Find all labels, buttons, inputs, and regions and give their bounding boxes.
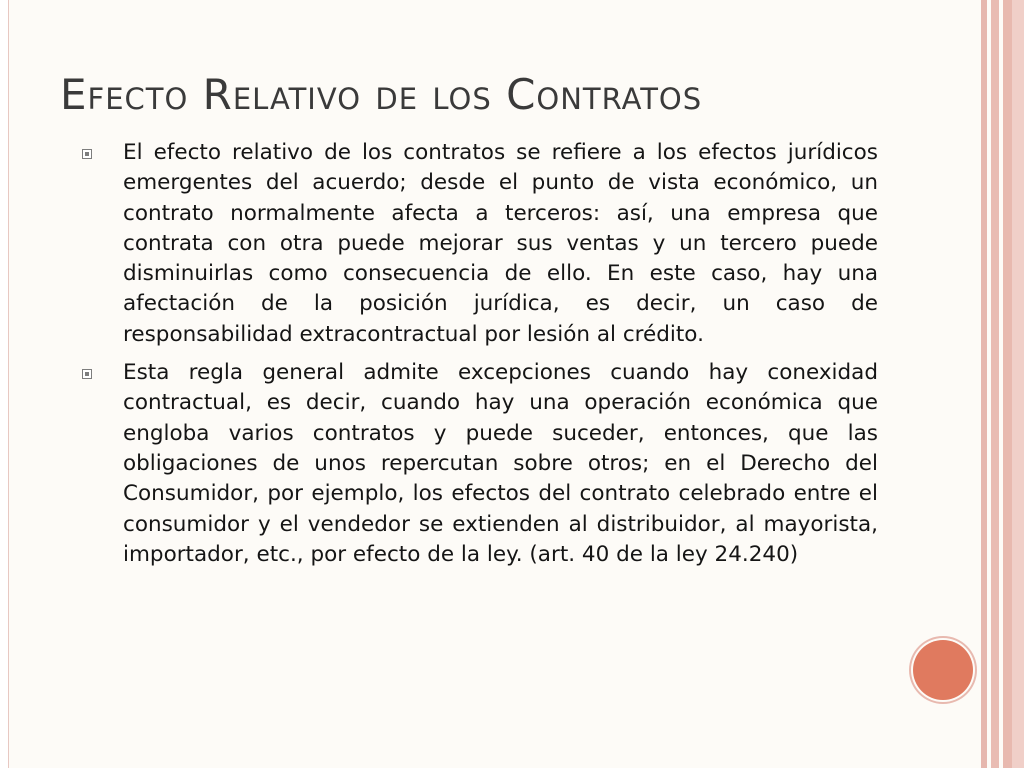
decorative-stripe — [1003, 0, 1012, 768]
square-bullet-icon — [82, 369, 92, 379]
decorative-stripe — [991, 0, 999, 768]
bullet-list — [78, 138, 878, 578]
bullet-item — [78, 138, 878, 350]
bullet-text: El efecto relativo de los contratos se refiere a los efectos jurídicos emergentes del acuerdo; desde el punto de vista económico, un contrato normalmente afecta a terceros: así, una empresa que contrata con otra puede mejorar sus ventas y un tercero puede disminuirlas como consecuencia de ello. En este caso, hay una afectación de la posición jurídica, es decir, un caso de responsabilidad extracontractual por lesión al crédito. — [123, 140, 878, 347]
slide-title: Efecto Relativo de los Contratos — [60, 70, 703, 119]
decorative-circle — [913, 640, 973, 700]
bullet-item — [78, 358, 878, 570]
bullet-text: Esta regla general admite excepciones cuando hay conexidad contractual, es decir, cuando hay una operación económica que engloba varios contratos y puede suceder, entonces, que las obligaciones de unos repercutan sobre otros; en el Derecho del Consumidor, por ejemplo, los efectos del contrato celebrado entre el consumidor y el vendedor se extienden al distribuidor, al mayorista, importador, etc., por efecto de la ley. (art. 40 de la ley 24.240) — [123, 360, 878, 567]
square-bullet-icon — [82, 149, 92, 159]
decorative-stripe — [1012, 0, 1024, 768]
